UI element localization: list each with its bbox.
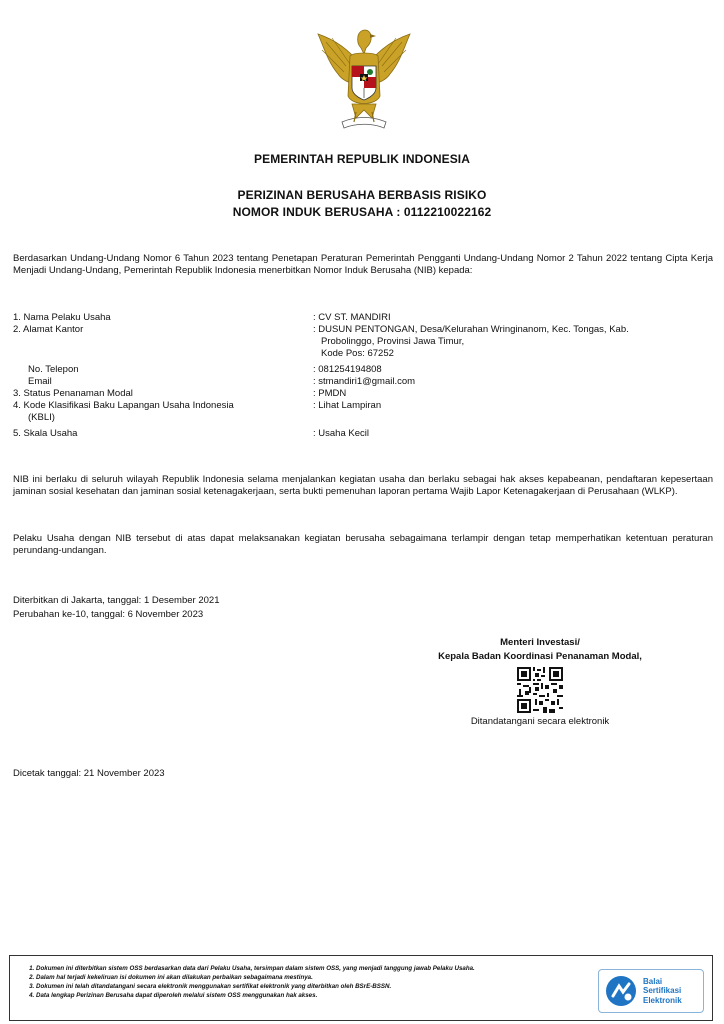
field-row-kbli xyxy=(13,400,713,424)
bsre-text xyxy=(643,977,682,1006)
field-value: : Lihat Lampiran xyxy=(313,400,382,411)
field-value: : stmandiri1@gmail.com xyxy=(313,376,416,387)
qr-code-icon xyxy=(517,667,563,713)
address-line: : DUSUN PENTONGAN, Desa/Kelurahan Wringinanom, Kec. Tongas, Kab. xyxy=(313,324,629,335)
field-value xyxy=(313,324,713,360)
field-value: : CV ST. MANDIRI xyxy=(313,312,391,323)
field-value: : Usaha Kecil xyxy=(313,428,369,439)
address-line: Probolinggo, Provinsi Jawa Timur, xyxy=(321,336,465,347)
signature-block xyxy=(380,636,700,729)
bsre-line: Balai xyxy=(643,976,663,986)
field-label: 1. Nama Pelaku Usaha xyxy=(13,312,111,323)
field-row-phone xyxy=(13,364,713,376)
footer-notes-box xyxy=(9,955,713,1021)
government-heading: PEMERINTAH REPUBLIK INDONESIA xyxy=(253,152,471,166)
field-label: 5. Skala Usaha xyxy=(13,428,78,439)
field-row-scale xyxy=(13,428,713,440)
business-details xyxy=(13,312,713,440)
bsre-line: Sertifikasi xyxy=(643,986,682,996)
intro-paragraph: Berdasarkan Undang-Undang Nomor 6 Tahun 2023 tentang Penetapan Peraturan Pemerintah Pengganti Undang-Undang Nomor 2 Tahun 2022 tentang Cipta Kerja Menjadi Undang-Undang, Pemerintah Republik Indonesia menerbitkan Nomor Induk Berusaha (NIB) kepada: xyxy=(13,253,713,276)
field-row-investment xyxy=(13,388,713,400)
obligation-paragraph: Pelaku Usaha dengan NIB tersebut di atas dapat melaksanakan kegiatan berusaha sebagaimana terlampir dengan tetap memperhatikan ketentuan peraturan perundang-undangan. xyxy=(13,533,713,556)
signatory-agency: Kepala Badan Koordinasi Penanaman Modal, xyxy=(438,651,642,662)
issued-date: Diterbitkan di Jakarta, tanggal: 1 Desember 2021 xyxy=(13,595,220,606)
footer-notes xyxy=(20,964,590,1000)
electronic-signature-note: Ditandatangani secara elektronik xyxy=(470,716,610,727)
validity-paragraph: NIB ini berlaku di seluruh wilayah Republik Indonesia selama menjalankan kegiatan usaha dan berlaku sebagai hak akses kepabeanan, pendaftaran kepesertaan jaminan sosial kesehatan dan jaminan sosial ketenagakerjaan, serta bukti pemenuhan laporan pertama Wajib Lapor Ketenagakerjaan di Perusahaan (WLKP). xyxy=(13,474,713,497)
document-title: PERIZINAN BERUSAHA BERBASIS RISIKO xyxy=(237,188,487,202)
nib-number: NOMOR INDUK BERUSAHA : 0112210022162 xyxy=(232,205,492,219)
revision-date: Perubahan ke-10, tanggal: 6 November 2023 xyxy=(13,609,204,620)
issuance-info xyxy=(13,594,219,622)
field-row-email xyxy=(13,376,713,388)
footer-note: 3. Dokumen ini telah ditandatangani secara elektronik menggunakan sertifikat elektronik yang diterbitkan oleh BSrE-BSSN. xyxy=(36,982,590,991)
printed-date: Dicetak tanggal: 21 November 2023 xyxy=(13,768,165,779)
footer-note: 1. Dokumen ini diterbitkan sistem OSS berdasarkan data dari Pelaku Usaha, tersimpan dalam sistem OSS, yang menjadi tanggung jawab Pelaku Usaha. xyxy=(36,964,590,973)
field-row-address xyxy=(13,324,713,360)
field-label: 3. Status Penanaman Modal xyxy=(13,388,133,399)
address-line: Kode Pos: 67252 xyxy=(321,348,394,359)
footer-note: 2. Dalam hal terjadi kekeliruan isi dokumen ini akan dilakukan perbaikan sebagaimana mestinya. xyxy=(36,973,590,982)
garuda-pancasila-emblem xyxy=(316,26,412,134)
field-label: No. Telepon xyxy=(28,364,79,375)
field-label: 2. Alamat Kantor xyxy=(13,324,84,335)
field-value: : PMDN xyxy=(313,388,347,399)
signatory-title: Menteri Investasi/ xyxy=(500,637,580,648)
field-label xyxy=(13,400,313,424)
bsre-emblem-icon xyxy=(604,974,638,1008)
bsre-line: Elektronik xyxy=(643,995,682,1005)
kbli-label-line: (KBLI) xyxy=(28,412,55,423)
field-label: Email xyxy=(28,376,52,387)
bsre-logo xyxy=(598,969,704,1013)
field-value: : 081254194808 xyxy=(313,364,382,375)
field-row-name xyxy=(13,312,713,324)
footer-note: 4. Data lengkap Perizinan Berusaha dapat diperoleh melalui sistem OSS menggunakan hak akses. xyxy=(36,991,590,1000)
kbli-label-line: 4. Kode Klasifikasi Baku Lapangan Usaha Indonesia xyxy=(13,400,234,411)
